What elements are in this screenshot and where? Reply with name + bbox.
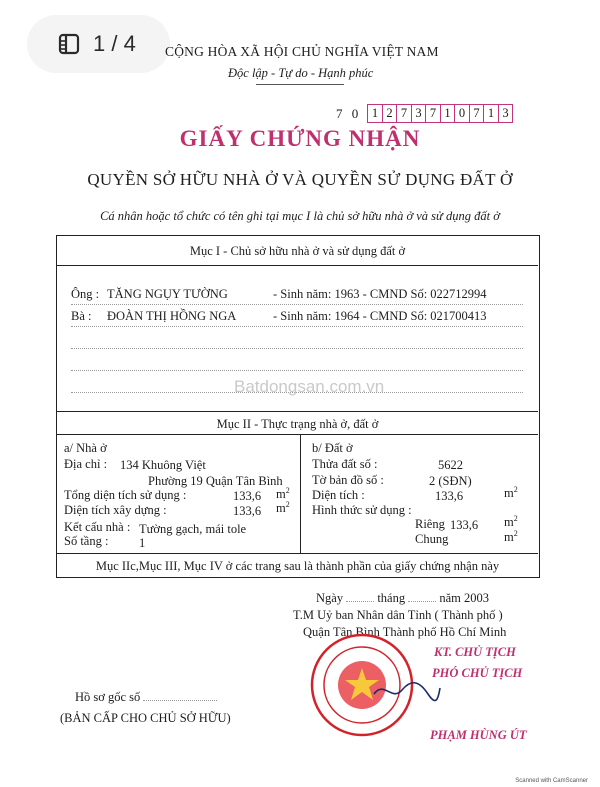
document-title: GIẤY CHỨNG NHẬN <box>179 126 421 151</box>
private-unit: $m^2$ <box>504 514 518 530</box>
owner2-name: ĐOÀN THỊ HỒNG NGA <box>107 309 237 323</box>
page-indicator[interactable] <box>27 15 170 73</box>
slogan-underline <box>256 84 344 85</box>
section2-title: Mục II - Thực trạng nhà ở, đất ở <box>216 417 379 431</box>
signature-scribble <box>372 676 442 711</box>
private-value: 133,6 <box>450 518 479 532</box>
national-motto: CỘNG HÒA XÃ HỘI CHỦ NGHĨA VIỆT NAM <box>165 44 439 59</box>
scanner-note: Scanned with CamScanner <box>515 778 588 784</box>
serial-digit: 3 <box>502 106 509 120</box>
serial-digit: 2 <box>383 105 398 122</box>
usage-label: Hình thức sử dụng : <box>312 503 412 517</box>
built-area-unit: $m^2$ <box>276 500 290 516</box>
structure-label: Kết cấu nhà : <box>64 520 131 534</box>
page-counter: 1 / 4 <box>93 31 136 56</box>
authority-line2: Quận Tân Bình Thành phố Hồ Chí Minh <box>303 625 507 639</box>
common-label: Chung <box>415 532 449 546</box>
built-area-value: 133,6 <box>233 504 262 518</box>
total-area-unit: $m^2$ <box>276 486 290 502</box>
owner1-info: - Sinh năm: 1963 - CMND Số: 022712994 <box>273 287 487 301</box>
land-heading: b/ Đất ở <box>312 441 353 455</box>
section1-divider <box>57 265 538 266</box>
serial-prefix: 7 0 <box>336 105 362 121</box>
serial-digit: 7 <box>397 105 412 122</box>
national-slogan: Độc lập - Tự do - Hạnh phúc <box>228 66 374 80</box>
serial-digit-boxes <box>367 104 513 123</box>
common-unit: $m^2$ <box>504 529 518 545</box>
footer-divider <box>57 553 538 554</box>
serial-digit: 3 <box>412 105 427 122</box>
watermark: Batdongsan.com.vn <box>234 377 385 396</box>
map-label: Tờ bản đồ số : <box>312 473 384 487</box>
document-pages-icon <box>57 33 83 55</box>
certificate-frame <box>56 235 540 578</box>
private-label: Riêng <box>415 517 445 531</box>
land-area-value: 133,6 <box>435 489 464 503</box>
owner1-name: TĂNG NGỤY TƯỜNG <box>107 287 228 301</box>
floors-value: 1 <box>139 536 146 550</box>
intro-text: Cá nhân hoặc tổ chức có tên ghi tại mục I là chủ sở hữu nhà ở và sử dụng đất ở <box>100 209 500 223</box>
serial-digit: 1 <box>368 105 383 122</box>
vice-chairman: PHÓ CHỦ TỊCH <box>432 666 523 680</box>
section2-top-divider <box>57 411 538 412</box>
dotted-line <box>71 304 523 305</box>
kt-chairman: KT. CHỦ TỊCH <box>434 645 516 659</box>
address-line2: Phường 19 Quận Tân Bình <box>148 474 283 488</box>
land-area-unit: $m^2$ <box>504 485 518 501</box>
structure-value: Tường gạch, mái tole <box>139 522 247 536</box>
serial-digit: 0 <box>455 105 470 122</box>
serial-digit: 7 <box>470 105 485 122</box>
owner-copy-note: (BẢN CẤP CHO CHỦ SỞ HỮU) <box>60 711 231 725</box>
authority-line1: T.M Uỷ ban Nhân dân Tỉnh ( Thành phố ) <box>293 608 503 622</box>
section2-divider <box>57 434 538 435</box>
plot-label: Thửa đất số : <box>312 457 378 471</box>
plot-value: 5622 <box>438 458 463 472</box>
address-line1: 134 Khuông Việt <box>120 458 206 472</box>
serial-digit: 1 <box>441 105 456 122</box>
footer-note: Mục IIc,Mục III, Mục IV ở các trang sau là thành phần của giấy chứng nhận này <box>95 559 500 573</box>
dotted-line <box>71 326 523 327</box>
map-value: 2 (SĐN) <box>429 474 472 488</box>
floors-label: Số tầng : <box>64 534 109 548</box>
serial-number <box>336 104 513 123</box>
section1-title: Mục I - Chủ sở hữu nhà ở và sử dụng đất ở <box>189 244 406 258</box>
dotted-line <box>71 348 523 349</box>
column-divider <box>300 434 301 553</box>
record-number: Hồ sơ gốc số <box>75 690 217 705</box>
land-area-label: Diện tích : <box>312 488 365 502</box>
address-label: Địa chỉ : <box>64 457 108 471</box>
date-line: Ngày tháng năm 2003 <box>316 591 490 605</box>
owner2-prefix: Bà : <box>71 309 92 323</box>
built-area-label: Diện tích xây dựng : <box>64 503 167 517</box>
total-area-label: Tổng diện tích sử dụng : <box>64 488 187 502</box>
signer-name: PHẠM HÙNG ÚT <box>430 728 527 742</box>
house-heading: a/ Nhà ở <box>64 441 107 455</box>
dotted-line <box>71 370 523 371</box>
owner2-info: - Sinh năm: 1964 - CMND Số: 021700413 <box>273 309 487 323</box>
document-subtitle: QUYỀN SỞ HỮU NHÀ Ở VÀ QUYỀN SỬ DỤNG ĐẤT Ở <box>87 170 513 189</box>
serial-digit: 1 <box>484 105 499 122</box>
owner1-prefix: Ông : <box>71 287 100 301</box>
serial-digit: 7 <box>426 105 441 122</box>
total-area-value: 133,6 <box>233 489 262 503</box>
